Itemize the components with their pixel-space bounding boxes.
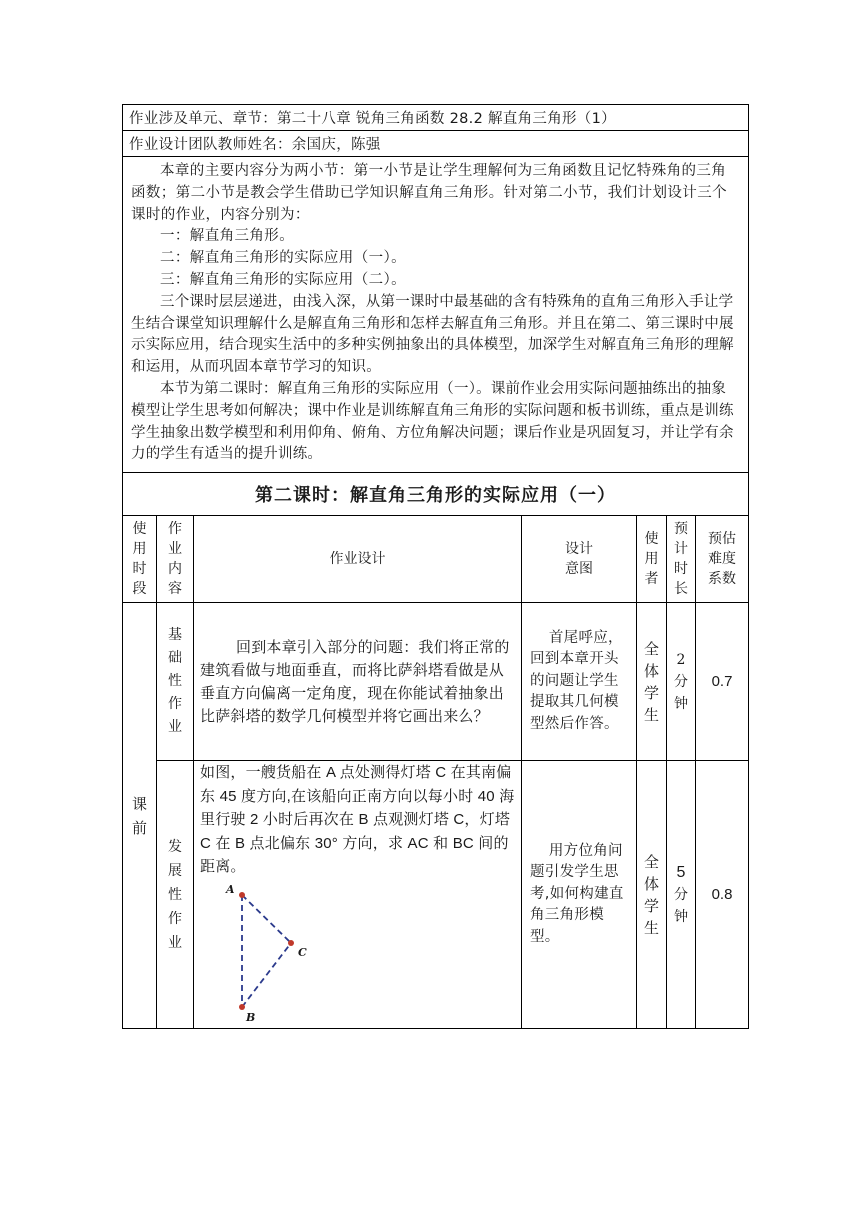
period-pre-class: 课 前 (123, 603, 157, 1029)
intro-paragraph-5: 三个课时层层递进，由浅入深，从第一课时中最基础的含有特殊角的直角三角形入手让学生结合课堂知识理解什么是解直角三角形和怎样去解直角三角形。并且在第二、第三课时中展示实际应用，结合现实生活中的多种实例抽象出的具体模型，加深学生对解直角三角形的理解和运用，从而巩固本章节学习的知识。 (131, 293, 734, 376)
col-content: 作 业 内 容 (157, 516, 194, 603)
point-a (239, 892, 245, 898)
point-c (288, 940, 294, 946)
col-time: 预 计 时 长 (667, 516, 696, 603)
type-develop: 发 展 性 作 业 (157, 761, 194, 1029)
column-header-row (123, 516, 749, 603)
develop-task-text: 如图，一艘货船在 A 点处测得灯塔 C 在其南偏东 45 度方向,在该船向正南方向以每小时 40 海里行驶 2 小时后再次在 B 点观测灯塔 C，灯塔 C 在 B 点北偏东 30° 方向，求 AC 和 BC 间的距离。 (200, 764, 515, 876)
basic-task-text: 回到本章引入部分的问题：我们将正常的建筑看做与地面垂直，而将比萨斜塔看做是从垂直方向偏离一定角度，现在你能试着抽象出比萨斜塔的数学几何模型并将它画出来么？ (194, 603, 522, 761)
chapter-scope: 作业涉及单元、章节：第二十八章 锐角三角函数 28.2 解直角三角形（1） (123, 105, 749, 131)
intro-paragraph-3: 二：解直角三角形的实际应用（一）。 (160, 250, 407, 267)
point-b (239, 1004, 245, 1010)
intro-paragraph-4: 三：解直角三角形的实际应用（二）。 (160, 271, 407, 288)
ship-lighthouse-figure (224, 883, 344, 1023)
col-period: 使 用 时 段 (123, 516, 157, 603)
col-difficulty: 预估 难度 系数 (696, 516, 749, 603)
basic-intent: 首尾呼应，回到本章开头的问题让学生提取其几何模型然后作答。 (522, 603, 637, 761)
label-b: B (246, 1010, 256, 1023)
col-user: 使 用 者 (637, 516, 667, 603)
develop-user: 全 体 学 生 (637, 761, 667, 1029)
basic-time: 2 分 钟 (667, 603, 696, 761)
basic-difficulty: 0.7 (696, 603, 749, 761)
col-design: 作业设计 (194, 516, 522, 603)
develop-difficulty: 0.8 (696, 761, 749, 1029)
develop-intent: 用方位角问题引发学生思考,如何构建直角三角形模型。 (522, 761, 637, 1029)
label-a: A (226, 882, 235, 896)
type-basic: 基 础 性 作 业 (157, 603, 194, 761)
basic-user: 全 体 学 生 (637, 603, 667, 761)
segment-ac (242, 895, 291, 943)
intro-paragraph-2: 一：解直角三角形。 (160, 228, 295, 245)
section-title: 第二课时：解直角三角形的实际应用（一） (123, 473, 749, 516)
homework-design-table (122, 104, 749, 1029)
segment-bc (242, 943, 291, 1007)
col-intent: 设计 意图 (522, 516, 637, 603)
label-c: C (298, 945, 307, 959)
intro-paragraph-1: 本章的主要内容分为两小节：第一小节是让学生理解何为三角函数且记忆特殊角的三角函数；第二小节是教会学生借助已学知识解直角三角形。针对第二小节，我们计划设计三个课时的作业，内容分别为： (131, 163, 727, 223)
basic-task-row (123, 603, 749, 761)
intro-paragraph-6: 本节为第二课时：解直角三角形的实际应用（一）。课前作业会用实际问题抽练出的抽象模型让学生思考如何解决；课中作业是训练解直角三角形的实际问题和板书训练，重点是训练学生抽象出数学模型和利用仰角、俯角、方位角解决问题；课后作业是巩固复习，并让学有余力的学生有适当的提升训练。 (131, 380, 734, 463)
develop-time: 5 分 钟 (667, 761, 696, 1029)
develop-task-cell (194, 761, 522, 1029)
team-teachers: 作业设计团队教师姓名：余国庆，陈强 (123, 131, 749, 157)
intro-cell (123, 157, 749, 473)
develop-task-row (123, 761, 749, 1029)
